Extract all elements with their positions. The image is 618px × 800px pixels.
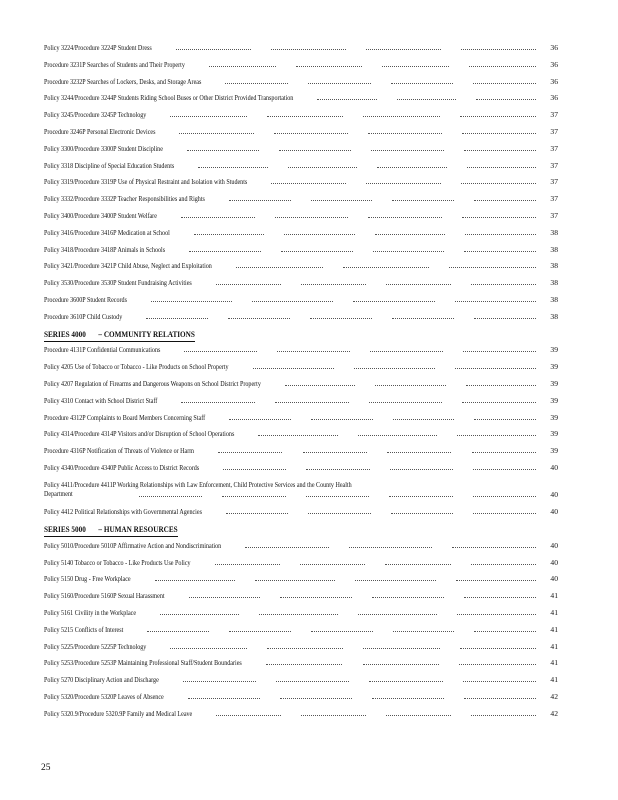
dot-leader [236,267,323,268]
dot-leader [280,597,352,598]
toc-entry-title: Policy 5150 Drug - Free Workplace [44,574,131,584]
toc-entry[interactable] [44,623,558,640]
toc-entry[interactable] [44,75,558,92]
page-number: 25 [41,763,51,773]
toc-entry[interactable] [44,461,558,478]
toc-entry-page: 40 [550,507,558,517]
dot-leader [471,564,536,565]
dot-leader [372,698,444,699]
toc-entry-title: Policy 4340/Procedure 4340P Public Access to District Records [44,462,200,472]
toc-entry-title: Policy 5160/Procedure 5160P Sexual Harassment [44,591,165,601]
series-underline [44,536,178,537]
dot-leader [474,419,536,420]
toc-entry-title: Procedure 3246P Personal Electronic Devices [44,126,156,136]
dot-leader [223,469,286,470]
toc-entry-title: Policy 3400/Procedure 3400P Student Welfare [44,210,157,220]
dot-leader [473,469,536,470]
toc-entry-page: 38 [550,227,558,237]
toc-entry-page: 39 [550,362,558,372]
dot-leader [216,284,281,285]
dot-leader [461,49,536,50]
dot-leader [275,402,349,403]
dot-leader [258,435,337,436]
toc-entry-title: Policy 5320.9/Procedure 5320.9P Family and Medical Leave [44,708,193,718]
toc-entry-title: Procedure 4312P Complaints to Board Members Concerning Staff [44,412,206,422]
toc-entry-page: 41 [550,641,558,651]
toc-entry-page: 39 [550,345,558,355]
dot-leader [252,301,333,302]
dot-leader [464,698,536,699]
toc-entry-title: Policy 5140 Tobacco or Tobacco - Like Products Use Policy [44,557,191,567]
dot-leader [308,513,371,514]
dot-leader [170,116,246,117]
dot-leader [279,150,351,151]
dot-leader [181,217,255,218]
toc-entry-page: 36 [550,76,558,86]
dot-leader [476,99,536,100]
toc-entry-title: Policy 5253/Procedure 5253P Maintaining Professional Staff/Student Boundaries [44,658,242,668]
toc-entry[interactable] [44,243,558,260]
toc-entry-title: Policy 3300/Procedure 3300P Student Discipline [44,143,163,153]
dot-leader [187,150,259,151]
toc-entry-title: Policy 5270 Disciplinary Action and Discharge [44,675,159,685]
toc-entry-title: Policy 4207 Regulation of Firearms and Dangerous Weapons on School District Property [44,378,261,388]
dot-leader [368,217,442,218]
toc-entry-title: Procedure 4316P Notification of Threats of Violence or Harm [44,446,195,456]
toc-entry-page: 41 [550,675,558,685]
dot-leader [189,597,261,598]
toc-entry-title: Policy 4411/Procedure 4411P Working Relationships with Law Enforcement, Child Protective Services and the County Health Department [44,479,352,498]
series-title: SERIES 5000 – HUMAN RESOURCES [44,525,178,535]
toc-entry[interactable] [44,276,558,293]
toc-entry-title: Policy 3245/Procedure 3245P Technology [44,110,147,120]
dot-leader [397,99,457,100]
toc-entry-title: Policy 3421/Procedure 3421P Child Abuse, Neglect and Exploitation [44,261,212,271]
dot-leader [310,318,372,319]
dot-leader [311,419,373,420]
toc-entry[interactable] [44,673,558,690]
dot-leader [170,648,246,649]
dot-leader [194,234,265,235]
dot-leader [271,49,346,50]
dot-leader [456,580,536,581]
dot-leader [281,251,353,252]
dot-leader [222,496,285,497]
dot-leader [301,715,366,716]
dot-leader [216,715,281,716]
toc-entry[interactable] [44,209,558,226]
toc-entry-page: 39 [550,378,558,388]
toc-entry[interactable] [44,505,558,522]
toc-entry-page: 38 [550,278,558,288]
dot-leader [472,452,536,453]
toc-entry-page: 41 [550,658,558,668]
toc-entry-page: 42 [550,691,558,701]
dot-leader [267,116,343,117]
dot-leader [465,234,536,235]
dot-leader [179,133,253,134]
dot-leader [181,402,255,403]
toc-entry[interactable] [44,58,558,75]
dot-leader [184,351,257,352]
toc-entry[interactable] [44,690,558,707]
toc-entry-title: Procedure 3600P Student Records [44,294,127,304]
dot-leader [373,251,445,252]
toc-entry-title: Policy 3418/Procedure 3418P Animals in Schools [44,244,166,254]
toc-entry[interactable] [44,125,558,142]
toc-entry[interactable] [44,226,558,243]
toc-entry[interactable] [44,572,558,589]
toc-entry-title: Policy 5225/Procedure 5225P Technology [44,641,147,651]
toc-entry[interactable] [44,175,558,192]
dot-leader [372,597,444,598]
toc-entry-title: Policy 4314/Procedure 4314P Visitors and/or Disruption of School Operations [44,429,235,439]
dot-leader [462,217,536,218]
dot-leader [303,452,367,453]
dot-leader [473,496,536,497]
dot-leader [363,664,440,665]
dot-leader [371,150,443,151]
dot-leader [386,715,451,716]
dot-leader [464,597,536,598]
dot-leader [317,99,377,100]
dot-leader [189,251,261,252]
dot-leader [349,547,433,548]
toc-entry-title: Policy 4310 Contact with School District Staff [44,395,158,405]
dot-leader [390,469,453,470]
dot-leader [343,267,430,268]
toc-entry[interactable] [44,539,558,556]
series-underline [44,341,195,342]
table-of-contents [44,41,558,724]
dot-leader [183,681,256,682]
toc-entry-page: 42 [550,708,558,718]
toc-entry-title: Policy 5010/Procedure 5010P Affirmative Action and Nondiscrimination [44,540,222,550]
dot-leader [271,183,346,184]
dot-leader [389,496,452,497]
dot-leader [353,301,434,302]
dot-leader [229,631,291,632]
toc-entry-title: Policy 4412 Political Relationships with Governmental Agencies [44,507,202,517]
dot-leader [375,385,445,386]
toc-entry[interactable] [44,707,558,724]
dot-leader [259,614,338,615]
toc-entry[interactable] [44,656,558,673]
toc-entry[interactable] [44,41,558,58]
toc-entry[interactable] [44,606,558,623]
toc-entry-page: 37 [550,210,558,220]
toc-entry-page: 37 [550,160,558,170]
dot-leader [311,200,373,201]
toc-entry[interactable] [44,192,558,209]
toc-entry-page: 40 [550,540,558,550]
dot-leader [139,496,202,497]
dot-leader [311,631,373,632]
dot-leader [464,150,536,151]
dot-leader [392,200,454,201]
dot-leader [366,49,441,50]
dot-leader [226,513,289,514]
dot-leader [275,217,349,218]
dot-leader [300,564,365,565]
toc-entry[interactable] [44,343,558,360]
toc-entry-page: 39 [550,395,558,405]
dot-leader [354,368,435,369]
dot-leader [461,183,536,184]
dot-leader [308,83,371,84]
toc-entry[interactable] [44,159,558,176]
toc-entry-title: Policy 5161 Civility in the Workplace [44,608,137,617]
dot-leader [255,580,335,581]
toc-entry[interactable] [44,259,558,276]
dot-leader [474,318,536,319]
toc-entry-title: Policy 3332/Procedure 3332P Teacher Responsibilities and Rights [44,194,205,204]
toc-entry[interactable] [44,91,558,108]
toc-entry-page: 37 [550,194,558,204]
toc-entry-page: 37 [550,177,558,187]
dot-leader [392,318,454,319]
dot-leader [471,284,536,285]
dot-leader [358,614,437,615]
dot-leader [463,681,536,682]
dot-leader [471,715,536,716]
toc-entry[interactable] [44,108,558,125]
dot-leader [466,385,536,386]
series-title: SERIES 4000 – COMMUNITY RELATIONS [44,329,195,339]
dot-leader [455,301,536,302]
toc-entry-page: 38 [550,311,558,321]
toc-entry[interactable] [44,377,558,394]
toc-entry-page: 40 [550,574,558,584]
dot-leader [393,631,455,632]
dot-leader [474,631,536,632]
toc-entry-page: 41 [550,591,558,601]
dot-leader [469,66,536,67]
dot-leader [306,496,369,497]
toc-entry[interactable] [44,478,558,506]
toc-entry-page: 40 [550,489,558,499]
dot-leader [285,385,355,386]
dot-leader [460,116,536,117]
dot-leader [463,351,536,352]
toc-entry[interactable] [44,394,558,411]
dot-leader [473,83,536,84]
toc-entry-page: 40 [550,557,558,567]
toc-entry-title: Procedure 3232P Searches of Lockers, Desks, and Storage Areas [44,76,202,86]
toc-entry-page: 41 [550,608,558,617]
toc-entry-title: Procedure 3231P Searches of Students and Their Property [44,59,185,69]
toc-entry-page: 39 [550,446,558,456]
toc-entry-title: Policy 3416/Procedure 3416P Medication at School [44,227,170,237]
dot-leader [218,452,282,453]
dot-leader [160,614,239,615]
dot-leader [301,284,366,285]
dot-leader [188,698,260,699]
dot-leader [176,49,251,50]
dot-leader [151,301,232,302]
dot-leader [393,419,455,420]
dot-leader [284,234,355,235]
toc-entry[interactable] [44,444,558,461]
toc-entry[interactable] [44,427,558,444]
dot-leader [459,664,536,665]
dot-leader [280,698,352,699]
toc-entry[interactable] [44,640,558,657]
dot-leader [462,133,536,134]
dot-leader [369,402,443,403]
toc-entry[interactable] [44,556,558,573]
dot-leader [198,167,267,168]
dot-leader [229,200,291,201]
toc-entry-page: 36 [550,93,558,103]
dot-leader [457,614,536,615]
toc-entry-title: Procedure 3610P Child Custody [44,311,123,321]
dot-leader [391,83,454,84]
toc-entry-page: 40 [550,462,558,472]
toc-entry-page: 37 [550,126,558,136]
toc-entry[interactable] [44,360,558,377]
toc-entry-page: 39 [550,429,558,439]
dot-leader [391,513,454,514]
dot-leader [455,368,536,369]
dot-leader [369,681,442,682]
dot-leader [382,66,449,67]
dot-leader [274,133,348,134]
dot-leader [267,648,343,649]
dot-leader [277,351,350,352]
toc-entry[interactable] [44,310,558,327]
series-heading [44,327,558,344]
toc-entry-title: Policy 5320/Procedure 5320P Leaves of Absence [44,691,164,701]
dot-leader [387,452,451,453]
toc-entry-title: Policy 3224/Procedure 3224P Student Dress [44,43,152,52]
dot-leader [147,631,209,632]
toc-entry[interactable] [44,142,558,159]
toc-entry-page: 36 [550,43,558,52]
dot-leader [228,318,290,319]
dot-leader [385,564,450,565]
dot-leader [363,648,439,649]
dot-leader [375,234,446,235]
toc-entry-page: 38 [550,294,558,304]
dot-leader [474,200,536,201]
dot-leader [266,664,343,665]
toc-entry-title: Policy 5215 Conflicts of Interest [44,624,124,634]
dot-leader [245,547,329,548]
toc-entry[interactable] [44,293,558,310]
dot-leader [462,402,536,403]
dot-leader [452,547,536,548]
toc-entry-title: Policy 3530/Procedure 3530P Student Fundraising Activities [44,278,192,288]
dot-leader [209,66,276,67]
toc-entry-title: Policy 3318 Discipline of Special Education Students [44,160,175,170]
dot-leader [146,318,208,319]
dot-leader [386,284,451,285]
toc-entry-title: Policy 3319/Procedure 3319P Use of Physical Restraint and Isolation with Students [44,177,248,187]
toc-entry-page: 41 [550,624,558,634]
toc-entry-title: Policy 4205 Use of Tobacco or Tobacco - Like Products on School Property [44,362,229,372]
dot-leader [457,435,536,436]
dot-leader [355,580,435,581]
dot-leader [276,681,349,682]
dot-leader [464,251,536,252]
dot-leader [288,167,357,168]
dot-leader [366,183,441,184]
dot-leader [467,167,536,168]
toc-entry-title: Policy 3244/Procedure 3244P Students Riding School Buses or Other District Provided Transportation [44,93,294,103]
dot-leader [363,116,439,117]
toc-entry-page: 37 [550,143,558,153]
toc-entry-page: 38 [550,261,558,271]
toc-entry-page: 36 [550,59,558,69]
dot-leader [306,469,369,470]
dot-leader [460,648,536,649]
dot-leader [296,66,363,67]
dot-leader [229,419,291,420]
dot-leader [370,351,443,352]
toc-entry-page: 39 [550,412,558,422]
dot-leader [473,513,536,514]
dot-leader [253,368,334,369]
dot-leader [155,580,235,581]
toc-entry[interactable] [44,411,558,428]
dot-leader [215,564,280,565]
series-heading [44,522,558,539]
toc-entry[interactable] [44,589,558,606]
dot-leader [368,133,442,134]
toc-entry-title: Procedure 4131P Confidential Communications [44,345,161,355]
toc-entry-page: 38 [550,244,558,254]
dot-leader [358,435,437,436]
dot-leader [225,83,288,84]
dot-leader [377,167,446,168]
toc-entry-page: 37 [550,110,558,120]
dot-leader [449,267,536,268]
